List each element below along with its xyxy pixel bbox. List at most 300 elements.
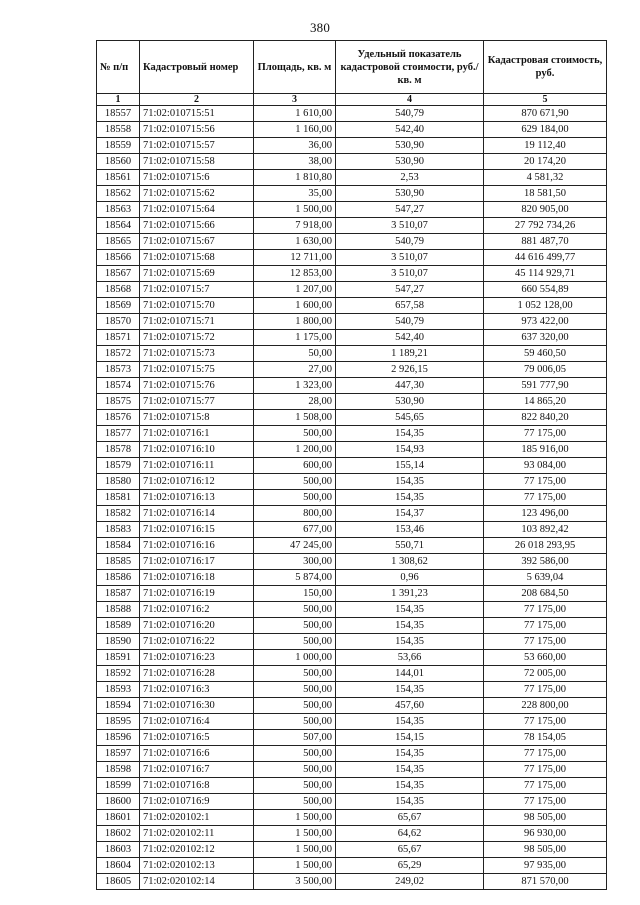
cadastral-cost-cell: 98 505,00 (484, 842, 607, 858)
row-number-cell: 18602 (97, 826, 140, 842)
unit-rate-cell: 0,96 (336, 570, 484, 586)
cadastral-cost-cell: 1 052 128,00 (484, 298, 607, 314)
cadastral-number-cell: 71:02:010716:20 (140, 618, 254, 634)
cadastral-cost-cell: 77 175,00 (484, 634, 607, 650)
table-row (97, 378, 607, 394)
table-row (97, 714, 607, 730)
cadastral-cost-cell: 77 175,00 (484, 682, 607, 698)
table-row (97, 170, 607, 186)
unit-rate-cell: 154,35 (336, 490, 484, 506)
cadastral-number-cell: 71:02:010715:51 (140, 106, 254, 122)
cadastral-cost-cell: 77 175,00 (484, 762, 607, 778)
table-row (97, 762, 607, 778)
cadastral-number-cell: 71:02:010716:1 (140, 426, 254, 442)
cadastral-number-cell: 71:02:010715:77 (140, 394, 254, 410)
cadastral-cost-cell: 98 505,00 (484, 810, 607, 826)
cadastral-number-cell: 71:02:010716:5 (140, 730, 254, 746)
column-index: 1 (97, 94, 140, 106)
row-number-cell: 18584 (97, 538, 140, 554)
unit-rate-cell: 154,35 (336, 778, 484, 794)
row-number-cell: 18587 (97, 586, 140, 602)
header-area: Площадь, кв. м (254, 41, 336, 94)
row-number-cell: 18589 (97, 618, 140, 634)
cadastral-number-cell: 71:02:010716:3 (140, 682, 254, 698)
unit-rate-cell: 65,67 (336, 842, 484, 858)
cadastral-number-cell: 71:02:020102:1 (140, 810, 254, 826)
unit-rate-cell: 3 510,07 (336, 266, 484, 282)
unit-rate-cell: 154,35 (336, 426, 484, 442)
page-number: 380 (309, 20, 331, 35)
area-cell: 800,00 (254, 506, 336, 522)
unit-rate-cell: 3 510,07 (336, 250, 484, 266)
cadastral-number-cell: 71:02:010715:62 (140, 186, 254, 202)
row-number-cell: 18574 (97, 378, 140, 394)
row-number-cell: 18579 (97, 458, 140, 474)
row-number-cell: 18580 (97, 474, 140, 490)
row-number-cell: 18565 (97, 234, 140, 250)
row-number-cell: 18564 (97, 218, 140, 234)
row-number-cell: 18563 (97, 202, 140, 218)
unit-rate-cell: 1 391,23 (336, 586, 484, 602)
cadastral-cost-cell: 79 006,05 (484, 362, 607, 378)
unit-rate-cell: 457,60 (336, 698, 484, 714)
unit-rate-cell: 154,35 (336, 474, 484, 490)
area-cell: 1 508,00 (254, 410, 336, 426)
row-number-cell: 18562 (97, 186, 140, 202)
header-row-number: № п/п (97, 41, 140, 94)
cadastral-number-cell: 71:02:010716:16 (140, 538, 254, 554)
table-row (97, 538, 607, 554)
cadastral-number-cell: 71:02:010715:75 (140, 362, 254, 378)
cadastral-number-cell: 71:02:010716:2 (140, 602, 254, 618)
cadastral-cost-cell: 591 777,90 (484, 378, 607, 394)
area-cell: 507,00 (254, 730, 336, 746)
unit-rate-cell: 154,35 (336, 762, 484, 778)
row-number-cell: 18572 (97, 346, 140, 362)
cadastral-number-cell: 71:02:010715:57 (140, 138, 254, 154)
cadastral-cost-cell: 973 422,00 (484, 314, 607, 330)
area-cell: 500,00 (254, 474, 336, 490)
unit-rate-cell: 154,35 (336, 634, 484, 650)
cadastral-cost-cell: 820 905,00 (484, 202, 607, 218)
cadastral-number-cell: 71:02:010715:7 (140, 282, 254, 298)
area-cell: 1 000,00 (254, 650, 336, 666)
cadastral-cost-cell: 870 671,90 (484, 106, 607, 122)
cadastral-cost-cell: 18 581,50 (484, 186, 607, 202)
cadastral-cost-cell: 77 175,00 (484, 474, 607, 490)
area-cell: 500,00 (254, 634, 336, 650)
area-cell: 7 918,00 (254, 218, 336, 234)
table-row (97, 554, 607, 570)
row-number-cell: 18557 (97, 106, 140, 122)
cadastral-number-cell: 71:02:010716:18 (140, 570, 254, 586)
cadastral-cost-cell: 93 084,00 (484, 458, 607, 474)
cadastre-table (96, 40, 607, 890)
cadastral-cost-cell: 77 175,00 (484, 618, 607, 634)
area-cell: 12 853,00 (254, 266, 336, 282)
unit-rate-cell: 154,93 (336, 442, 484, 458)
unit-rate-cell: 530,90 (336, 394, 484, 410)
cadastral-number-cell: 71:02:010716:11 (140, 458, 254, 474)
table-row (97, 586, 607, 602)
unit-rate-cell: 447,30 (336, 378, 484, 394)
unit-rate-cell: 530,90 (336, 154, 484, 170)
cadastral-cost-cell: 27 792 734,26 (484, 218, 607, 234)
cadastral-number-cell: 71:02:010716:8 (140, 778, 254, 794)
table-row (97, 682, 607, 698)
cadastral-number-cell: 71:02:010715:64 (140, 202, 254, 218)
row-number-cell: 18591 (97, 650, 140, 666)
unit-rate-cell: 550,71 (336, 538, 484, 554)
area-cell: 1 610,00 (254, 106, 336, 122)
row-number-cell: 18603 (97, 842, 140, 858)
cadastral-number-cell: 71:02:010715:76 (140, 378, 254, 394)
table-row (97, 746, 607, 762)
area-cell: 47 245,00 (254, 538, 336, 554)
cadastral-number-cell: 71:02:020102:11 (140, 826, 254, 842)
row-number-cell: 18604 (97, 858, 140, 874)
area-cell: 50,00 (254, 346, 336, 362)
row-number-cell: 18581 (97, 490, 140, 506)
area-cell: 600,00 (254, 458, 336, 474)
cadastral-cost-cell: 5 639,04 (484, 570, 607, 586)
table-row (97, 858, 607, 874)
unit-rate-cell: 154,35 (336, 602, 484, 618)
cadastral-cost-cell: 103 892,42 (484, 522, 607, 538)
table-row (97, 842, 607, 858)
unit-rate-cell: 547,27 (336, 282, 484, 298)
cadastral-cost-cell: 77 175,00 (484, 746, 607, 762)
cadastral-cost-cell: 208 684,50 (484, 586, 607, 602)
row-number-cell: 18593 (97, 682, 140, 698)
row-number-cell: 18576 (97, 410, 140, 426)
cadastral-cost-cell: 629 184,00 (484, 122, 607, 138)
row-number-cell: 18578 (97, 442, 140, 458)
cadastral-number-cell: 71:02:010715:71 (140, 314, 254, 330)
area-cell: 12 711,00 (254, 250, 336, 266)
area-cell: 1 323,00 (254, 378, 336, 394)
cadastral-number-cell: 71:02:010716:19 (140, 586, 254, 602)
cadastral-cost-cell: 822 840,20 (484, 410, 607, 426)
row-number-cell: 18575 (97, 394, 140, 410)
cadastral-cost-cell: 26 018 293,95 (484, 538, 607, 554)
table-row (97, 346, 607, 362)
area-cell: 500,00 (254, 618, 336, 634)
area-cell: 500,00 (254, 490, 336, 506)
unit-rate-cell: 540,79 (336, 106, 484, 122)
cadastral-cost-cell: 392 586,00 (484, 554, 607, 570)
table-row (97, 458, 607, 474)
unit-rate-cell: 547,27 (336, 202, 484, 218)
table-row (97, 250, 607, 266)
cadastral-number-cell: 71:02:010715:8 (140, 410, 254, 426)
cadastral-cost-cell: 228 800,00 (484, 698, 607, 714)
table-row (97, 474, 607, 490)
cadastral-number-cell: 71:02:010716:14 (140, 506, 254, 522)
table-row (97, 618, 607, 634)
area-cell: 1 630,00 (254, 234, 336, 250)
row-number-cell: 18596 (97, 730, 140, 746)
unit-rate-cell: 154,35 (336, 746, 484, 762)
column-index: 2 (140, 94, 254, 106)
area-cell: 1 600,00 (254, 298, 336, 314)
cadastral-number-cell: 71:02:010716:17 (140, 554, 254, 570)
unit-rate-cell: 53,66 (336, 650, 484, 666)
table-index-row (97, 94, 607, 106)
area-cell: 1 160,00 (254, 122, 336, 138)
unit-rate-cell: 3 510,07 (336, 218, 484, 234)
cadastral-cost-cell: 123 496,00 (484, 506, 607, 522)
row-number-cell: 18568 (97, 282, 140, 298)
table-row (97, 330, 607, 346)
cadastral-number-cell: 71:02:010716:28 (140, 666, 254, 682)
cadastral-number-cell: 71:02:010716:15 (140, 522, 254, 538)
cadastral-number-cell: 71:02:010715:72 (140, 330, 254, 346)
unit-rate-cell: 2,53 (336, 170, 484, 186)
area-cell: 500,00 (254, 426, 336, 442)
unit-rate-cell: 249,02 (336, 874, 484, 890)
row-number-cell: 18585 (97, 554, 140, 570)
table-row (97, 202, 607, 218)
unit-rate-cell: 530,90 (336, 186, 484, 202)
cadastral-cost-cell: 97 935,00 (484, 858, 607, 874)
cadastral-number-cell: 71:02:010715:70 (140, 298, 254, 314)
table-row (97, 426, 607, 442)
row-number-cell: 18583 (97, 522, 140, 538)
cadastral-number-cell: 71:02:010716:4 (140, 714, 254, 730)
unit-rate-cell: 65,29 (336, 858, 484, 874)
area-cell: 500,00 (254, 762, 336, 778)
area-cell: 1 207,00 (254, 282, 336, 298)
row-number-cell: 18569 (97, 298, 140, 314)
area-cell: 300,00 (254, 554, 336, 570)
area-cell: 500,00 (254, 746, 336, 762)
cadastral-cost-cell: 77 175,00 (484, 602, 607, 618)
row-number-cell: 18597 (97, 746, 140, 762)
row-number-cell: 18559 (97, 138, 140, 154)
unit-rate-cell: 540,79 (336, 314, 484, 330)
table-row (97, 778, 607, 794)
row-number-cell: 18598 (97, 762, 140, 778)
area-cell: 28,00 (254, 394, 336, 410)
row-number-cell: 18599 (97, 778, 140, 794)
column-index: 3 (254, 94, 336, 106)
unit-rate-cell: 154,35 (336, 618, 484, 634)
cadastral-number-cell: 71:02:010715:73 (140, 346, 254, 362)
table-row (97, 794, 607, 810)
row-number-cell: 18592 (97, 666, 140, 682)
cadastral-cost-cell: 14 865,20 (484, 394, 607, 410)
area-cell: 35,00 (254, 186, 336, 202)
area-cell: 1 500,00 (254, 202, 336, 218)
cadastral-number-cell: 71:02:010715:68 (140, 250, 254, 266)
cadastral-cost-cell: 19 112,40 (484, 138, 607, 154)
cadastral-number-cell: 71:02:010716:22 (140, 634, 254, 650)
area-cell: 27,00 (254, 362, 336, 378)
cadastral-number-cell: 71:02:010716:7 (140, 762, 254, 778)
unit-rate-cell: 542,40 (336, 330, 484, 346)
table-row (97, 282, 607, 298)
cadastral-cost-cell: 660 554,89 (484, 282, 607, 298)
cadastral-number-cell: 71:02:010715:58 (140, 154, 254, 170)
area-cell: 1 500,00 (254, 842, 336, 858)
table-header-row (97, 41, 607, 94)
unit-rate-cell: 65,67 (336, 810, 484, 826)
row-number-cell: 18570 (97, 314, 140, 330)
cadastral-cost-cell: 77 175,00 (484, 490, 607, 506)
cadastral-cost-cell: 881 487,70 (484, 234, 607, 250)
cadastral-number-cell: 71:02:010716:13 (140, 490, 254, 506)
area-cell: 38,00 (254, 154, 336, 170)
cadastral-cost-cell: 20 174,20 (484, 154, 607, 170)
cadastral-number-cell: 71:02:010715:56 (140, 122, 254, 138)
cadastral-number-cell: 71:02:010715:69 (140, 266, 254, 282)
table-row (97, 154, 607, 170)
table-row (97, 218, 607, 234)
area-cell: 1 500,00 (254, 826, 336, 842)
header-cadastral-cost: Кадастровая стоимость, руб. (484, 41, 607, 94)
table-row (97, 314, 607, 330)
area-cell: 5 874,00 (254, 570, 336, 586)
table-body (97, 106, 607, 890)
area-cell: 36,00 (254, 138, 336, 154)
area-cell: 1 810,80 (254, 170, 336, 186)
row-number-cell: 18558 (97, 122, 140, 138)
table-row (97, 186, 607, 202)
table-row (97, 666, 607, 682)
row-number-cell: 18582 (97, 506, 140, 522)
cadastral-cost-cell: 871 570,00 (484, 874, 607, 890)
area-cell: 500,00 (254, 666, 336, 682)
area-cell: 500,00 (254, 602, 336, 618)
unit-rate-cell: 154,35 (336, 794, 484, 810)
row-number-cell: 18573 (97, 362, 140, 378)
table-row (97, 522, 607, 538)
table-row (97, 266, 607, 282)
area-cell: 1 175,00 (254, 330, 336, 346)
area-cell: 677,00 (254, 522, 336, 538)
unit-rate-cell: 154,35 (336, 682, 484, 698)
table-row (97, 106, 607, 122)
table-row (97, 826, 607, 842)
table-row (97, 362, 607, 378)
row-number-cell: 18567 (97, 266, 140, 282)
area-cell: 3 500,00 (254, 874, 336, 890)
area-cell: 500,00 (254, 714, 336, 730)
area-cell: 500,00 (254, 682, 336, 698)
cadastral-number-cell: 71:02:010716:9 (140, 794, 254, 810)
unit-rate-cell: 657,58 (336, 298, 484, 314)
row-number-cell: 18594 (97, 698, 140, 714)
table-row (97, 698, 607, 714)
area-cell: 500,00 (254, 778, 336, 794)
cadastral-number-cell: 71:02:010716:23 (140, 650, 254, 666)
cadastral-number-cell: 71:02:010715:6 (140, 170, 254, 186)
cadastral-number-cell: 71:02:020102:13 (140, 858, 254, 874)
cadastral-cost-cell: 77 175,00 (484, 426, 607, 442)
row-number-cell: 18588 (97, 602, 140, 618)
header-unit-rate: Удельный показатель кадастровой стоимости, руб./кв. м (336, 41, 484, 94)
cadastral-cost-cell: 4 581,32 (484, 170, 607, 186)
area-cell: 500,00 (254, 794, 336, 810)
row-number-cell: 18595 (97, 714, 140, 730)
unit-rate-cell: 154,15 (336, 730, 484, 746)
row-number-cell: 18605 (97, 874, 140, 890)
cadastral-cost-cell: 77 175,00 (484, 714, 607, 730)
cadastral-number-cell: 71:02:010716:30 (140, 698, 254, 714)
cadastral-cost-cell: 96 930,00 (484, 826, 607, 842)
unit-rate-cell: 2 926,15 (336, 362, 484, 378)
unit-rate-cell: 144,01 (336, 666, 484, 682)
area-cell: 150,00 (254, 586, 336, 602)
table-row (97, 602, 607, 618)
unit-rate-cell: 64,62 (336, 826, 484, 842)
unit-rate-cell: 540,79 (336, 234, 484, 250)
cadastral-number-cell: 71:02:010716:6 (140, 746, 254, 762)
unit-rate-cell: 542,40 (336, 122, 484, 138)
row-number-cell: 18586 (97, 570, 140, 586)
cadastral-cost-cell: 185 916,00 (484, 442, 607, 458)
row-number-cell: 18600 (97, 794, 140, 810)
cadastral-cost-cell: 72 005,00 (484, 666, 607, 682)
cadastral-cost-cell: 77 175,00 (484, 794, 607, 810)
table-row (97, 650, 607, 666)
cadastral-number-cell: 71:02:010715:67 (140, 234, 254, 250)
cadastral-cost-cell: 78 154,05 (484, 730, 607, 746)
table-row (97, 122, 607, 138)
area-cell: 1 500,00 (254, 858, 336, 874)
unit-rate-cell: 1 189,21 (336, 346, 484, 362)
header-cadastral-number: Кадастровый номер (140, 41, 254, 94)
unit-rate-cell: 154,37 (336, 506, 484, 522)
table-row (97, 442, 607, 458)
unit-rate-cell: 1 308,62 (336, 554, 484, 570)
row-number-cell: 18577 (97, 426, 140, 442)
row-number-cell: 18590 (97, 634, 140, 650)
area-cell: 500,00 (254, 698, 336, 714)
cadastral-cost-cell: 77 175,00 (484, 778, 607, 794)
table-row (97, 506, 607, 522)
table-row (97, 490, 607, 506)
row-number-cell: 18601 (97, 810, 140, 826)
table-row (97, 730, 607, 746)
unit-rate-cell: 154,35 (336, 714, 484, 730)
cadastral-number-cell: 71:02:010716:12 (140, 474, 254, 490)
row-number-cell: 18560 (97, 154, 140, 170)
table-row (97, 138, 607, 154)
cadastral-number-cell: 71:02:020102:14 (140, 874, 254, 890)
table-row (97, 394, 607, 410)
area-cell: 1 200,00 (254, 442, 336, 458)
row-number-cell: 18561 (97, 170, 140, 186)
cadastral-cost-cell: 59 460,50 (484, 346, 607, 362)
area-cell: 1 800,00 (254, 314, 336, 330)
unit-rate-cell: 153,46 (336, 522, 484, 538)
column-index: 4 (336, 94, 484, 106)
table-row (97, 874, 607, 890)
cadastral-cost-cell: 45 114 929,71 (484, 266, 607, 282)
table-row (97, 234, 607, 250)
area-cell: 1 500,00 (254, 810, 336, 826)
unit-rate-cell: 530,90 (336, 138, 484, 154)
row-number-cell: 18571 (97, 330, 140, 346)
table-row (97, 570, 607, 586)
cadastral-cost-cell: 53 660,00 (484, 650, 607, 666)
cadastral-number-cell: 71:02:010716:10 (140, 442, 254, 458)
cadastral-number-cell: 71:02:020102:12 (140, 842, 254, 858)
cadastral-number-cell: 71:02:010715:66 (140, 218, 254, 234)
cadastral-cost-cell: 44 616 499,77 (484, 250, 607, 266)
